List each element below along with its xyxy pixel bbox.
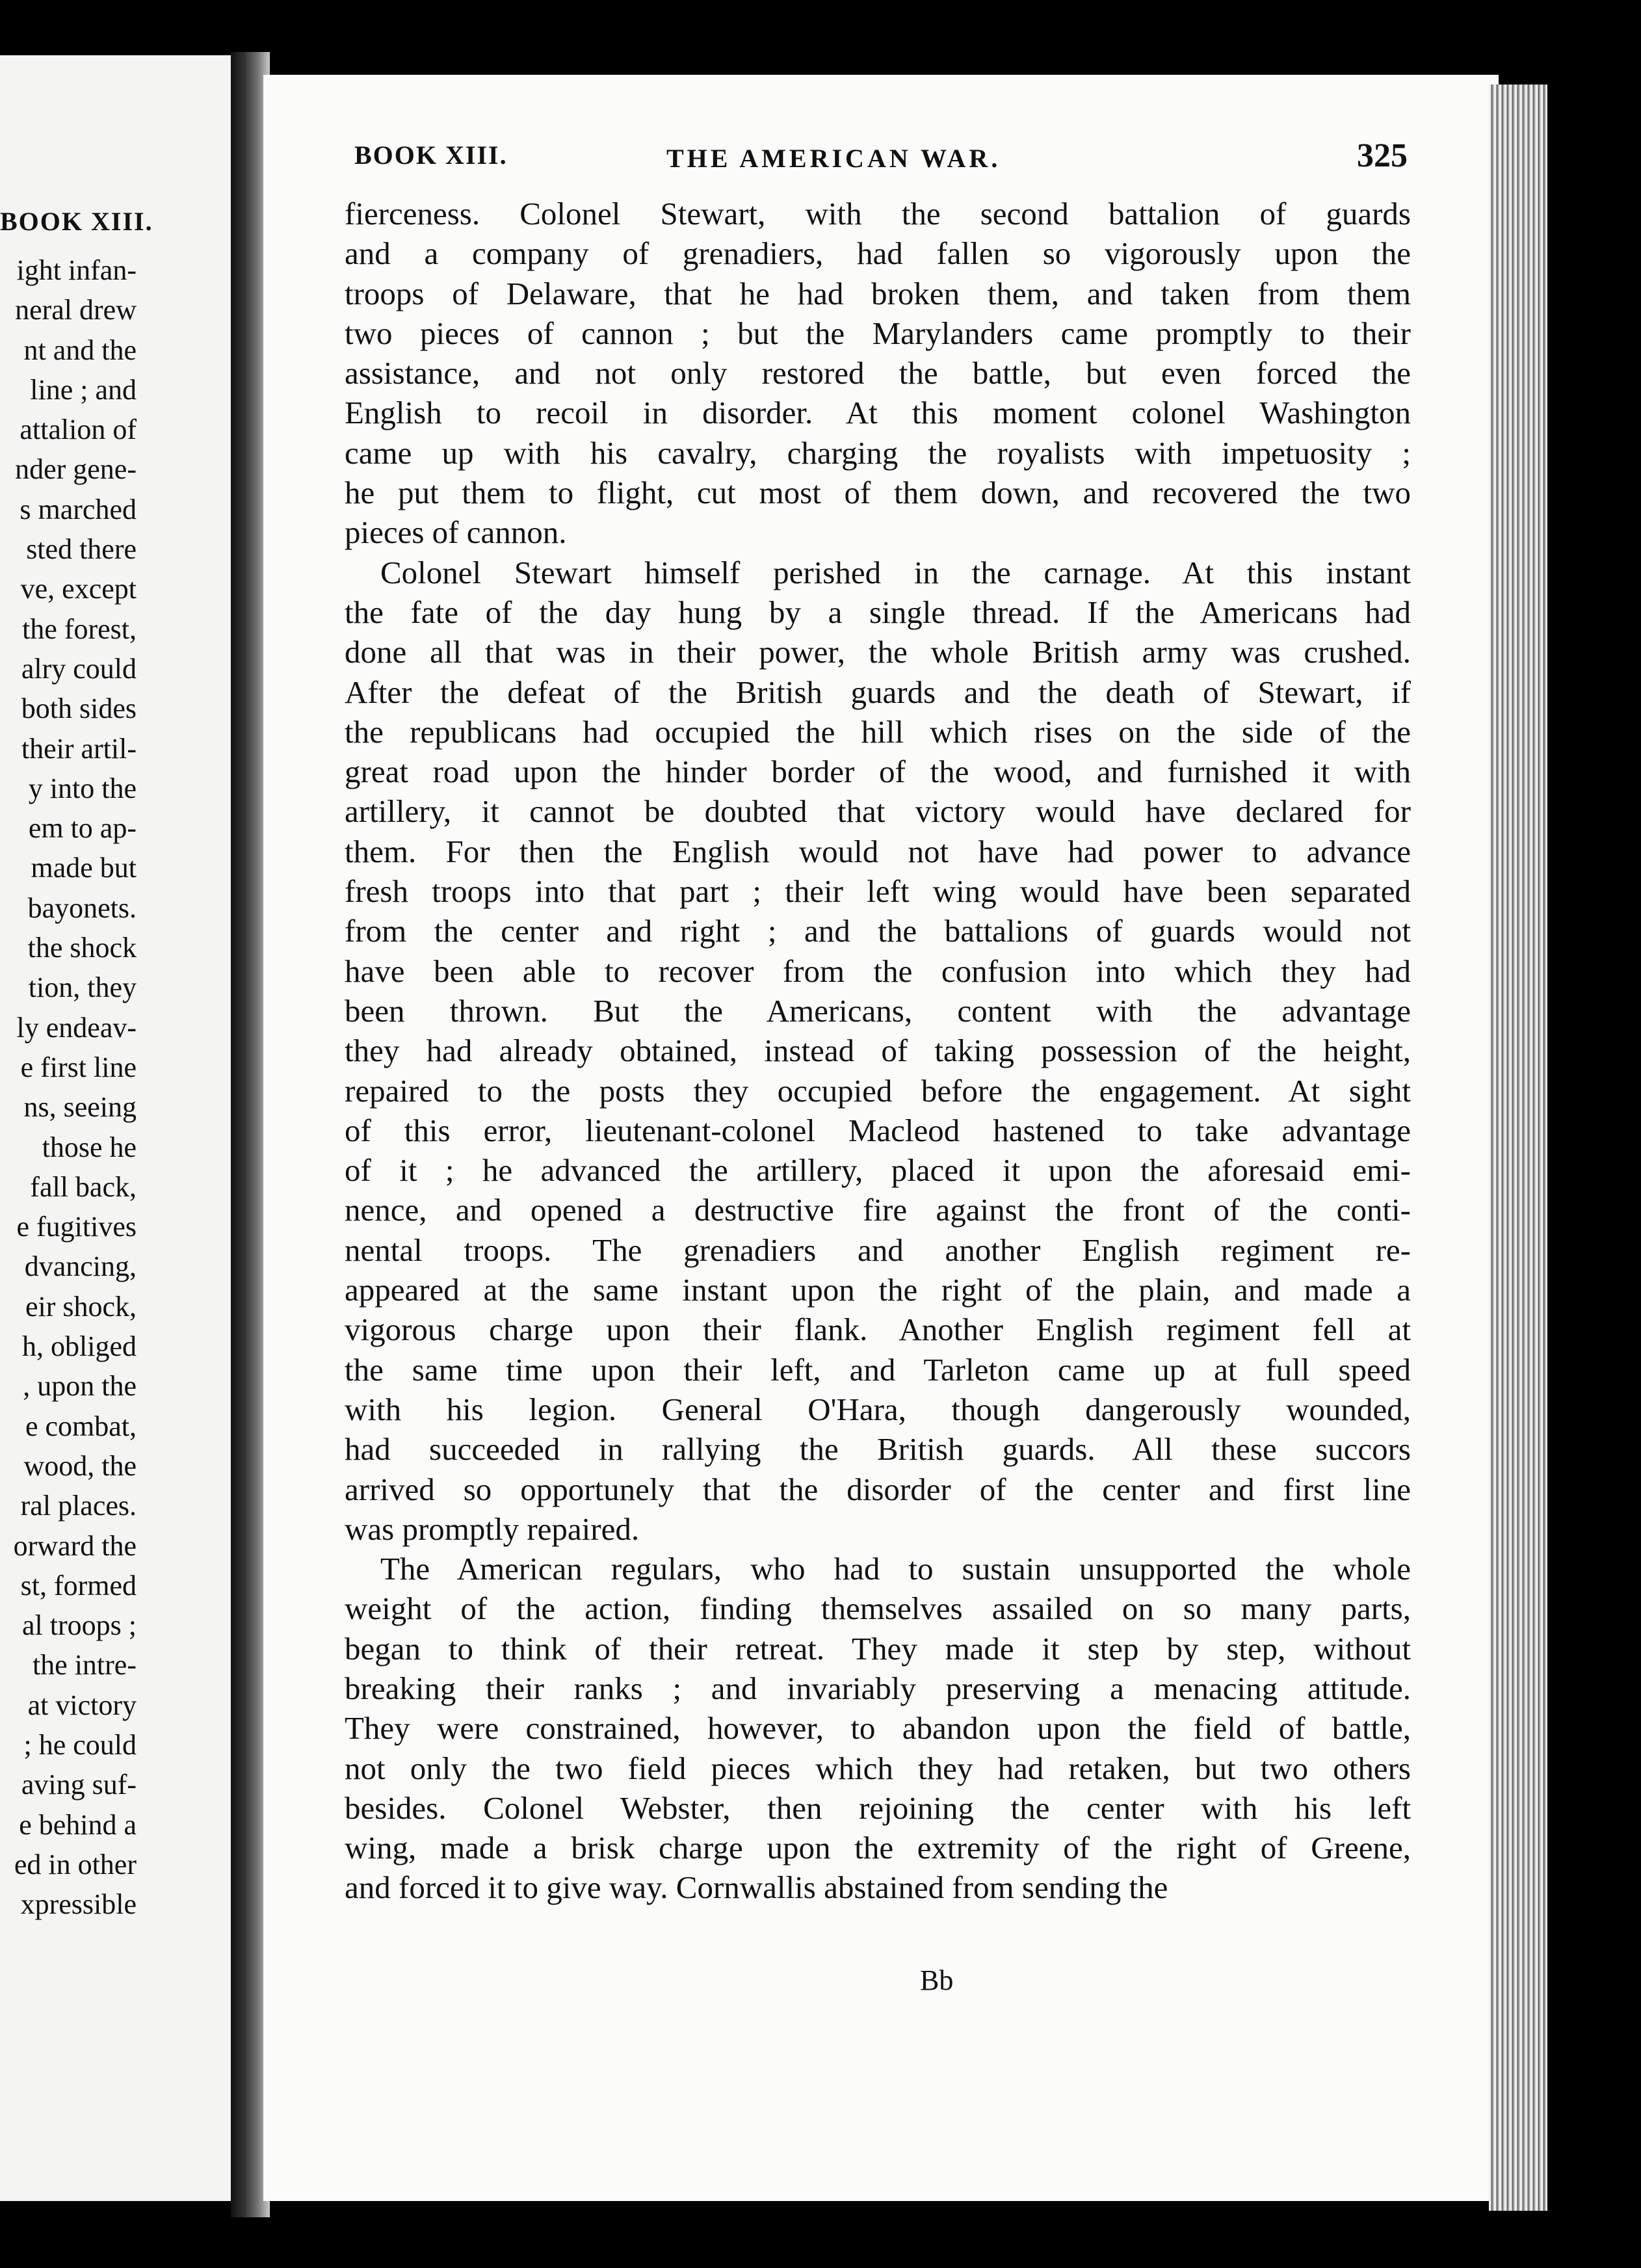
left-page-line: fall back, — [30, 1170, 137, 1203]
left-page-line: sted there — [26, 533, 137, 566]
text-line: had succeeded in rallying the British guards. All these succors — [345, 1431, 1411, 1468]
text-line: and forced it to give way. Cornwallis abstained from sending the — [345, 1869, 1168, 1906]
left-page-line: line ; and — [30, 373, 137, 406]
text-line: of it ; he advanced the artillery, placed it upon the aforesaid emi- — [345, 1152, 1411, 1189]
left-running-head: BOOK XIII. — [0, 207, 153, 236]
page-header — [354, 130, 1408, 174]
left-page-line: , upon the — [23, 1370, 137, 1403]
left-page-line: s marched — [20, 493, 137, 525]
text-line: fierceness. Colonel Stewart, with the second battalion of guards — [345, 196, 1411, 231]
text-line: troops of Delaware, that he had broken them, and taken from them — [345, 275, 1411, 311]
left-page-line: e behind a — [19, 1808, 137, 1841]
text-line: came up with his cavalry, charging the royalists with impetuosity ; — [345, 434, 1411, 471]
text-line: pieces of cannon. — [345, 514, 567, 551]
left-page-line: ; he could — [23, 1728, 137, 1761]
left-page-line: e first line — [20, 1051, 137, 1083]
left-page-line: ly endeav- — [16, 1011, 137, 1044]
left-page-line: attalion of — [20, 414, 137, 446]
text-line: and a company of grenadiers, had fallen so vigorously upon the — [345, 235, 1411, 272]
text-line: nental troops. The grenadiers and another English regiment re- — [345, 1232, 1411, 1268]
text-line: two pieces of cannon ; but the Marylanders came promptly to their — [345, 315, 1411, 351]
left-page-line: bayonets. — [27, 891, 137, 924]
left-page-line: ral places. — [20, 1490, 137, 1522]
text-line: They were constrained, however, to abandon upon the field of battle, — [345, 1710, 1411, 1747]
text-line: English to recoil in disorder. At this moment colonel Washington — [345, 395, 1411, 431]
right-page-content — [263, 0, 1499, 2268]
text-line: they had already obtained, instead of taking possession of the height, — [345, 1033, 1411, 1069]
text-line: of this error, lieutenant-colonel Macleod hastened to take advantage — [345, 1112, 1411, 1148]
left-page-line: alry could — [21, 652, 137, 685]
left-page-line: h, obliged — [22, 1330, 137, 1363]
text-line: the same time upon their left, and Tarleton came up at full speed — [345, 1351, 1411, 1388]
text-line: from the center and right ; and the battalions of guards would not — [345, 913, 1411, 949]
left-page-line: the forest, — [22, 613, 137, 645]
text-line: assistance, and not only restored the battle, but even forced the — [345, 355, 1411, 391]
text-line: breaking their ranks ; and invariably preserving a menacing attitude. — [345, 1670, 1411, 1706]
text-line: fresh troops into that part ; their left wing would have been separated — [345, 873, 1411, 910]
text-line: wing, made a brisk charge upon the extremity of the right of Greene, — [345, 1830, 1411, 1866]
text-line: besides. Colonel Webster, then rejoining the center with his left — [345, 1789, 1411, 1826]
text-line: nence, and opened a destructive fire against the front of the conti- — [345, 1192, 1411, 1228]
left-page-line: em to ap- — [28, 812, 137, 845]
left-page-line: those he — [42, 1131, 137, 1163]
paragraph — [345, 194, 1411, 553]
left-page-line: e combat, — [25, 1410, 137, 1442]
paragraph — [345, 553, 1411, 1549]
page-number: 325 — [1357, 137, 1408, 174]
left-page-line: the shock — [27, 932, 137, 964]
left-page-line: y into the — [28, 772, 137, 804]
left-page-line: ve, except — [20, 573, 137, 605]
text-line: vigorous charge upon their flank. Another English regiment fell at — [345, 1312, 1411, 1348]
text-line: with his legion. General O'Hara, though dangerously wounded, — [345, 1391, 1411, 1427]
text-line: them. For then the English would not have had power to advance — [345, 833, 1411, 869]
left-page-line: ed in other — [14, 1848, 137, 1880]
left-page-line: aving suf- — [21, 1769, 137, 1801]
body-text — [345, 194, 1411, 1908]
text-line: arrived so opportunely that the disorder of the center and first line — [345, 1471, 1411, 1507]
text-line: done all that was in their power, the whole British army was crushed. — [345, 634, 1411, 670]
left-page-line: at victory — [27, 1689, 137, 1721]
left-page-line: wood, the — [23, 1449, 137, 1482]
text-line: great road upon the hinder border of the wood, and furnished it with — [345, 754, 1411, 790]
left-page-line: al troops ; — [22, 1609, 137, 1642]
running-head-title: THE AMERICAN WAR. — [666, 144, 1001, 173]
text-line: After the defeat of the British guards and the death of Stewart, if — [345, 674, 1411, 710]
left-page-line: xpressible — [20, 1888, 137, 1921]
text-line: Colonel Stewart himself perished in the carnage. At this instant — [380, 554, 1411, 590]
left-page-line: e fugitives — [16, 1211, 137, 1243]
text-line: the republicans had occupied the hill which rises on the side of the — [345, 713, 1411, 750]
left-page-line: neral drew — [15, 294, 137, 326]
left-page-text — [0, 250, 137, 1924]
left-page-line: nt and the — [23, 334, 137, 366]
left-page-line: eir shock, — [25, 1290, 137, 1323]
left-facing-page — [0, 55, 234, 2201]
text-line: artillery, it cannot be doubted that victory would have declared for — [345, 793, 1411, 830]
text-line: appeared at the same instant upon the right of the plain, and made a — [345, 1272, 1411, 1308]
left-page-line: the intre- — [32, 1649, 137, 1681]
text-line: he put them to flight, cut most of them down, and recovered the two — [345, 475, 1411, 511]
left-page-line: tion, they — [28, 971, 137, 1004]
text-line: have been able to recover from the confusion into which they had — [345, 953, 1411, 989]
left-page-line: st, formed — [20, 1569, 137, 1602]
text-line: the fate of the day hung by a single thread. If the Americans had — [345, 594, 1411, 630]
left-page-line: orward the — [13, 1529, 137, 1562]
left-page-line: their artil- — [21, 732, 137, 765]
left-page-line: nder gene- — [15, 453, 137, 486]
text-line: began to think of their retreat. They made it step by step, without — [345, 1630, 1411, 1667]
running-head-book: BOOK XIII. — [354, 140, 508, 170]
left-page-line: made but — [31, 852, 137, 884]
text-line: The American regulars, who had to sustain unsupported the whole — [380, 1551, 1411, 1587]
text-line: weight of the action, finding themselves assailed on so many parts, — [345, 1590, 1411, 1627]
left-page-line: ight infan- — [16, 254, 137, 286]
left-page-line: ns, seeing — [23, 1091, 137, 1124]
text-line: not only the two field pieces which they had retaken, but two others — [345, 1750, 1411, 1786]
paragraph — [345, 1549, 1411, 1908]
signature-mark: Bb — [920, 1964, 954, 1996]
left-page-line: dvancing, — [24, 1250, 137, 1283]
text-line: been thrown. But the Americans, content with the advantage — [345, 992, 1411, 1029]
left-page-line: both sides — [21, 692, 137, 725]
text-line: was promptly repaired. — [345, 1510, 640, 1547]
text-line: repaired to the posts they occupied before the engagement. At sight — [345, 1072, 1411, 1109]
